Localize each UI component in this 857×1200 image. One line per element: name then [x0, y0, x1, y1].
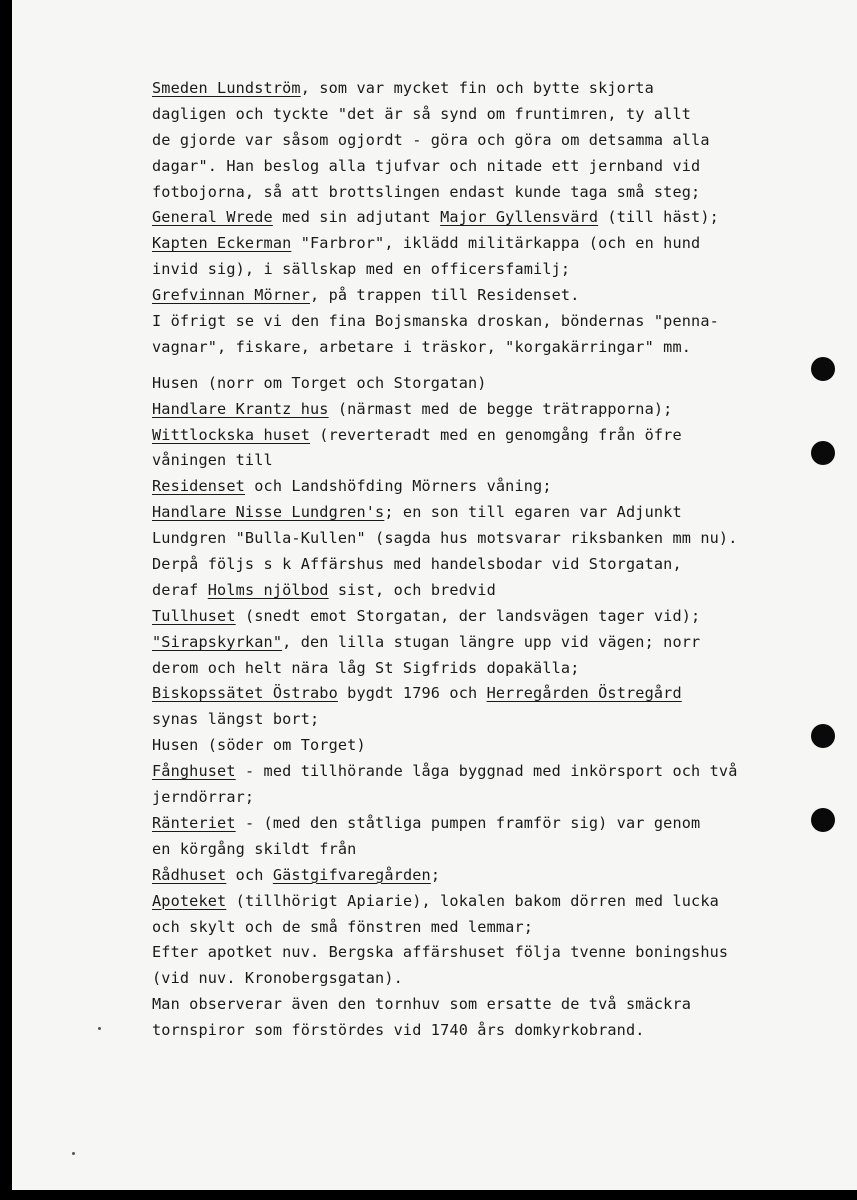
- text-line: [152, 474, 832, 500]
- underlined-name: Kapten Eckerman: [152, 234, 292, 253]
- text-line: [152, 889, 832, 915]
- text-run: Husen (norr om Torget och Storgatan): [152, 373, 487, 392]
- underlined-name: Tullhuset: [152, 606, 236, 625]
- text-run: I öfrigt se vi den fina Bojsmanska droskan, böndernas "penna-: [152, 312, 719, 331]
- text-run: Husen (söder om Torget): [152, 736, 366, 755]
- underlined-name: Apoteket: [152, 891, 227, 910]
- text-line: [152, 707, 832, 733]
- text-line: [152, 733, 832, 759]
- text-line: [152, 966, 832, 992]
- underlined-name: Handlare Nisse Lundgren's: [152, 503, 385, 522]
- text-run: (tillhörigt Apiarie), lokalen bakom dörren med lucka: [226, 891, 719, 910]
- text-run: och Landshöfding Mörners våning;: [244, 477, 552, 496]
- text-run: , på trappen till Residenset.: [310, 286, 580, 305]
- underlined-name: Grefvinnan Mörner: [152, 286, 310, 305]
- text-run: - (med den ståtliga pumpen framför sig) var genom: [235, 813, 701, 832]
- text-run: bygdt 1796 och: [337, 684, 487, 703]
- underlined-name: Rådhuset: [152, 865, 227, 884]
- text-run: med sin adjutant: [272, 208, 441, 227]
- text-run: fotbojorna, så att brottslingen endast kunde taga små steg;: [152, 182, 701, 201]
- text-line: [152, 309, 832, 335]
- text-run: (snedt emot Storgatan, der landsvägen tager vid);: [235, 606, 701, 625]
- text-line: [152, 180, 832, 206]
- text-line: [152, 656, 832, 682]
- text-run: Efter apotket nuv. Bergska affärshuset följa tvenne boningshus: [152, 943, 729, 962]
- text-line: [152, 1018, 832, 1044]
- document-page: [12, 0, 857, 1190]
- punch-hole: [811, 441, 835, 465]
- text-run: (närmast med de begge trätrapporna);: [328, 399, 673, 418]
- underlined-name: "Sirapskyrkan": [152, 632, 283, 651]
- underlined-name: Biskopssätet Östrabo: [152, 684, 338, 703]
- text-run: jerndörrar;: [152, 788, 255, 807]
- text-line: [152, 811, 832, 837]
- text-line: [152, 102, 832, 128]
- paper-speck: [72, 1152, 75, 1155]
- text-run: dagar". Han beslog alla tjufvar och nitade ett jernband vid: [152, 156, 701, 175]
- text-line: [152, 526, 832, 552]
- text-line: [152, 630, 832, 656]
- document-text: [152, 76, 832, 1044]
- text-run: (vid nuv. Kronobergsgatan).: [152, 969, 403, 988]
- text-line: [152, 500, 832, 526]
- text-run: vagnar", fiskare, arbetare i träskor, "korgakärringar" mm.: [152, 337, 692, 356]
- text-line: [152, 837, 832, 863]
- text-run: en körgång skildt från: [152, 839, 357, 858]
- text-run: Lundgren "Bulla-Kullen" (sagda hus motsvarar riksbanken mm nu).: [152, 529, 738, 548]
- text-run: "Farbror", iklädd militärkappa (och en hund: [291, 234, 701, 253]
- text-line: [152, 992, 832, 1018]
- text-line: [152, 423, 832, 449]
- text-line: [152, 205, 832, 231]
- underlined-name: Holms njölbod: [207, 580, 329, 599]
- underlined-name: Residenset: [152, 477, 245, 496]
- underlined-name: Fånghuset: [152, 762, 236, 781]
- text-run: deraf: [152, 580, 208, 599]
- text-run: - med tillhörande låga byggnad med inkörsport och två: [235, 762, 738, 781]
- text-line: [152, 335, 832, 361]
- text-line: [152, 231, 832, 257]
- text-run: Man observerar även den tornhuv som ersatte de två smäckra: [152, 995, 692, 1014]
- text-line: [152, 257, 832, 283]
- text-run: synas längst bort;: [152, 710, 320, 729]
- punch-hole: [811, 808, 835, 832]
- text-run: , som var mycket fin och bytte skjorta: [300, 79, 654, 97]
- text-run: (till häst);: [598, 208, 719, 227]
- underlined-name: Gästgifvaregården: [272, 865, 431, 884]
- paragraph-gap: [152, 361, 832, 371]
- text-run: (reverteradt med en genomgång från öfre: [310, 425, 682, 444]
- text-line: [152, 283, 832, 309]
- text-line: [152, 76, 832, 102]
- text-run: tornspiror som förstördes vid 1740 års domkyrkobrand.: [152, 1021, 645, 1040]
- text-line: [152, 128, 832, 154]
- text-line: [152, 759, 832, 785]
- text-line: [152, 397, 832, 423]
- text-run: de gjorde var såsom ogjordt - göra och göra om detsamma alla: [152, 130, 710, 149]
- text-run: , den lilla stugan längre upp vid vägen; norr: [282, 632, 701, 651]
- text-run: sist, och bredvid: [328, 580, 496, 599]
- text-run: våningen till: [152, 451, 273, 470]
- paper-speck: [98, 1027, 101, 1030]
- punch-hole: [811, 357, 835, 381]
- underlined-name: Wittlockska huset: [152, 425, 310, 444]
- text-line: [152, 604, 832, 630]
- underlined-name: General Wrede: [152, 208, 273, 227]
- text-run: invid sig), i sällskap med en officersfamilj;: [152, 260, 571, 279]
- text-line: [152, 863, 832, 889]
- text-line: [152, 681, 832, 707]
- underlined-name: Handlare Krantz hus: [152, 399, 329, 418]
- text-line: [152, 371, 832, 397]
- text-run: och skylt och de små fönstren med lemmar;: [152, 917, 534, 936]
- underlined-name: Smeden Lundström: [152, 79, 301, 97]
- text-run: Derpå följs s k Affärshus med handelsbodar vid Storgatan,: [152, 555, 682, 574]
- text-line: [152, 154, 832, 180]
- text-run: ;: [430, 865, 441, 884]
- text-line: [152, 915, 832, 941]
- text-line: [152, 940, 832, 966]
- text-run: dagligen och tyckte "det är så synd om fruntimren, ty allt: [152, 104, 692, 123]
- text-line: [152, 448, 832, 474]
- text-line: [152, 578, 832, 604]
- underlined-name: Major Gyllensvärd: [440, 208, 599, 227]
- text-run: och: [226, 865, 273, 884]
- text-run: ; en son till egaren var Adjunkt: [384, 503, 682, 522]
- text-line: [152, 552, 832, 578]
- punch-hole: [811, 724, 835, 748]
- text-run: derom och helt nära låg St Sigfrids dopakälla;: [152, 658, 580, 677]
- underlined-name: Ränteriet: [152, 813, 236, 832]
- text-line: [152, 785, 832, 811]
- underlined-name: Herregården Östregård: [486, 684, 682, 703]
